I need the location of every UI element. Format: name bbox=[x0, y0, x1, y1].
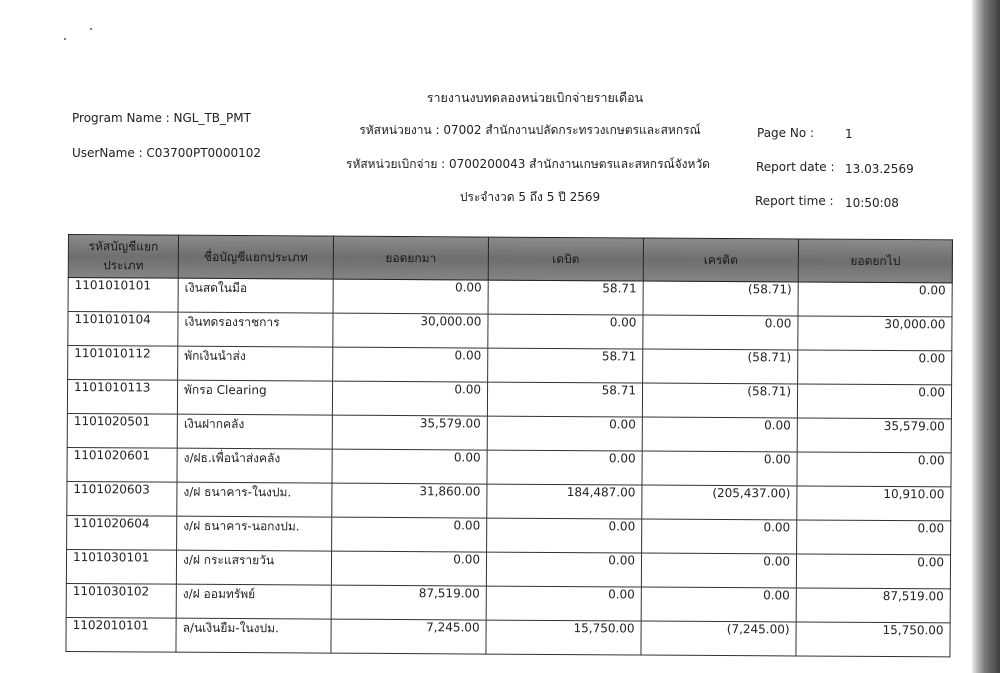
disbursing-unit-line: รหัสหน่วยเบิกจ่าย : 0700200043 สำนักงานเกษตรและสหกรณ์จังหวัด bbox=[346, 157, 710, 171]
report-date-value: 13.03.2569 bbox=[845, 162, 914, 176]
brought-forward-amount: 30,000.00 bbox=[333, 313, 488, 348]
brought-forward-amount: 0.00 bbox=[332, 517, 487, 552]
report-time-value: 10:50:08 bbox=[845, 196, 899, 210]
table-row bbox=[68, 278, 952, 317]
col-header-credit: เครดิต bbox=[643, 238, 798, 282]
scan-edge-shadow bbox=[972, 0, 1000, 673]
col-header-debit: เดบิต bbox=[488, 237, 643, 281]
account-code: 1101010112 bbox=[68, 346, 178, 381]
brought-forward-amount: 0.00 bbox=[332, 381, 487, 416]
credit-amount: 0.00 bbox=[641, 553, 796, 588]
carried-forward-amount: 87,519.00 bbox=[796, 588, 950, 623]
account-name: ง/ฝ ออมทรัพย์ bbox=[176, 584, 331, 619]
report-title: รายงานงบทดลองหน่วยเบิกจ่ายรายเดือน bbox=[426, 90, 644, 105]
credit-amount: (58.71) bbox=[643, 349, 798, 384]
credit-amount: 0.00 bbox=[641, 587, 796, 622]
carried-forward-amount: 0.00 bbox=[797, 520, 951, 555]
account-code: 1101020604 bbox=[67, 515, 177, 550]
credit-amount: 0.00 bbox=[642, 519, 797, 554]
account-code: 1101020603 bbox=[67, 481, 177, 516]
carried-forward-amount: 35,579.00 bbox=[797, 418, 951, 453]
account-name: เงินทดรองราชการ bbox=[178, 312, 333, 347]
account-code: 1101020501 bbox=[67, 413, 177, 448]
debit-amount: 58.71 bbox=[488, 348, 643, 383]
debit-amount: 0.00 bbox=[487, 518, 642, 553]
page-label: Page No : bbox=[757, 126, 815, 140]
carried-forward-amount: 0.00 bbox=[798, 350, 952, 385]
credit-amount: (58.71) bbox=[642, 383, 797, 418]
table-row bbox=[66, 549, 950, 588]
credit-amount: (58.71) bbox=[643, 281, 798, 316]
user-name: UserName : C03700PT0000102 bbox=[72, 146, 261, 160]
carried-forward-amount: 0.00 bbox=[797, 452, 951, 487]
brought-forward-amount: 87,519.00 bbox=[331, 585, 486, 620]
table-row bbox=[67, 413, 951, 452]
report-time-label: Report time : bbox=[755, 194, 834, 208]
credit-amount: 0.00 bbox=[643, 315, 798, 350]
table-row bbox=[66, 583, 950, 622]
brought-forward-amount: 0.00 bbox=[332, 449, 487, 484]
scan-speck bbox=[64, 38, 66, 40]
brought-forward-amount: 7,245.00 bbox=[331, 619, 486, 654]
carried-forward-amount: 30,000.00 bbox=[798, 316, 952, 351]
account-name: พักรอ Clearing bbox=[177, 380, 332, 415]
carried-forward-amount: 10,910.00 bbox=[797, 486, 951, 521]
table-row bbox=[66, 617, 950, 656]
table-row bbox=[68, 346, 952, 385]
account-code: 1101030101 bbox=[66, 549, 176, 584]
table-row bbox=[67, 515, 951, 554]
account-code: 1101030102 bbox=[66, 583, 176, 618]
carried-forward-amount: 0.00 bbox=[796, 554, 950, 589]
debit-amount: 58.71 bbox=[487, 382, 642, 417]
table-row bbox=[67, 481, 951, 520]
account-code: 1102010101 bbox=[66, 617, 176, 652]
col-header-brought-forward: ยอดยกมา bbox=[333, 236, 488, 280]
agency-line: รหัสหน่วยงาน : 07002 สำนักงานปลัดกระทรวงเกษตรและสหกรณ์ bbox=[359, 123, 701, 137]
account-code: 1101010104 bbox=[68, 312, 178, 347]
page-value: 1 bbox=[845, 127, 853, 141]
debit-amount: 58.71 bbox=[488, 280, 643, 315]
account-name: เงินฝากคลัง bbox=[177, 414, 332, 449]
scan-speck bbox=[90, 28, 92, 30]
debit-amount: 0.00 bbox=[487, 450, 642, 485]
credit-amount: 0.00 bbox=[642, 417, 797, 452]
account-name: เงินสดในมือ bbox=[178, 278, 333, 313]
account-code: 1101010101 bbox=[68, 278, 178, 313]
credit-amount: (7,245.00) bbox=[641, 621, 796, 656]
brought-forward-amount: 0.00 bbox=[333, 347, 488, 382]
debit-amount: 0.00 bbox=[486, 552, 641, 587]
col-header-carried-forward: ยอดยกไป bbox=[798, 239, 952, 283]
account-name: ล/นเงินยืม-ในงปม. bbox=[176, 618, 331, 653]
carried-forward-amount: 0.00 bbox=[798, 282, 952, 317]
brought-forward-amount: 35,579.00 bbox=[332, 415, 487, 450]
account-name: ง/ฝ กระแสรายวัน bbox=[176, 550, 331, 585]
account-code: 1101010113 bbox=[67, 380, 177, 415]
account-code: 1101020601 bbox=[67, 447, 177, 482]
credit-amount: 0.00 bbox=[642, 451, 797, 486]
table-row bbox=[67, 380, 951, 419]
credit-amount: (205,437.00) bbox=[642, 485, 797, 520]
debit-amount: 184,487.00 bbox=[487, 484, 642, 519]
table-row bbox=[68, 312, 952, 351]
col-header-account-name: ชื่อบัญชีแยกประเภท bbox=[178, 235, 333, 279]
report-date-label: Report date : bbox=[756, 160, 835, 174]
account-name: ง/ฝธ.เพื่อนำส่งคลัง bbox=[177, 448, 332, 483]
debit-amount: 0.00 bbox=[487, 416, 642, 451]
program-name: Program Name : NGL_TB_PMT bbox=[72, 111, 251, 125]
account-name: พักเงินนำส่ง bbox=[178, 346, 333, 381]
table-header-row bbox=[68, 235, 952, 283]
table-row bbox=[67, 447, 951, 486]
account-name: ง/ฝ ธนาคาร-นอกงปม. bbox=[177, 516, 332, 551]
debit-amount: 0.00 bbox=[486, 586, 641, 621]
brought-forward-amount: 31,860.00 bbox=[332, 483, 487, 518]
trial-balance-table bbox=[65, 234, 953, 657]
brought-forward-amount: 0.00 bbox=[331, 551, 486, 586]
debit-amount: 15,750.00 bbox=[486, 620, 641, 655]
col-header-account-code: รหัสบัญชีแยกประเภท bbox=[68, 235, 178, 279]
carried-forward-amount: 15,750.00 bbox=[796, 622, 950, 657]
account-name: ง/ฝ ธนาคาร-ในงปม. bbox=[177, 482, 332, 517]
brought-forward-amount: 0.00 bbox=[333, 279, 488, 314]
period-line: ประจำงวด 5 ถึง 5 ปี 2569 bbox=[459, 190, 601, 204]
debit-amount: 0.00 bbox=[488, 314, 643, 349]
carried-forward-amount: 0.00 bbox=[797, 384, 951, 419]
